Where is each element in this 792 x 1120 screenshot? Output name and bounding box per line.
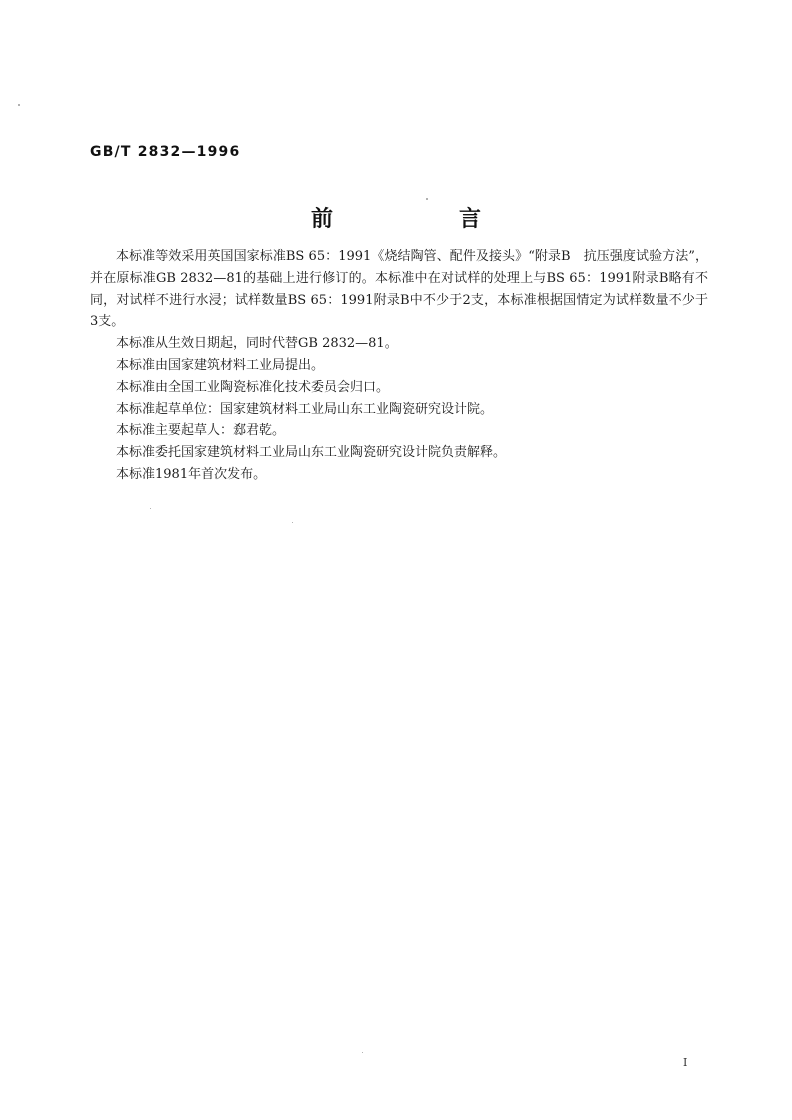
paragraph: 本标准从生效日期起，同时代替GB 2832—81。 [116,336,398,352]
page-number: I [683,1056,688,1069]
scan-speck [150,508,151,509]
paragraph: 本标准等效采用英国国家标准BS 65：1991《烧结陶管、配件及接头》“附录B 抗压强度试验方法”，并在原标准GB 2832—81的基础上进行修订的。本标准中在对试样的处理上与BS 65：1991附录B略有不同，对试样不进行水浸；试样数量BS 65：1991附录B中不少于2支，本标准根据国情定为试样数量不少于3支。 [90,249,708,330]
standard-number: GB/T 2832—1996 [90,144,241,160]
paragraph: 本标准由全国工业陶瓷标准化技术委员会归口。 [116,379,390,395]
paragraph: 本标准起草单位：国家建筑材料工业局山东工业陶瓷研究设计院。 [116,401,494,417]
scan-speck [426,198,428,200]
paragraph: 本标准由国家建筑材料工业局提出。 [116,357,325,373]
page-title: 前 言 [310,207,533,232]
paragraph: 本标准1981年首次发布。 [116,466,267,482]
foreword-body [90,246,708,486]
paragraph: 本标准委托国家建筑材料工业局山东工业陶瓷研究设计院负责解释。 [116,445,507,461]
scan-speck [362,1052,363,1053]
paragraph: 本标准主要起草人：郄君乾。 [116,423,286,439]
scan-speck [18,104,20,106]
scan-speck [292,522,293,523]
